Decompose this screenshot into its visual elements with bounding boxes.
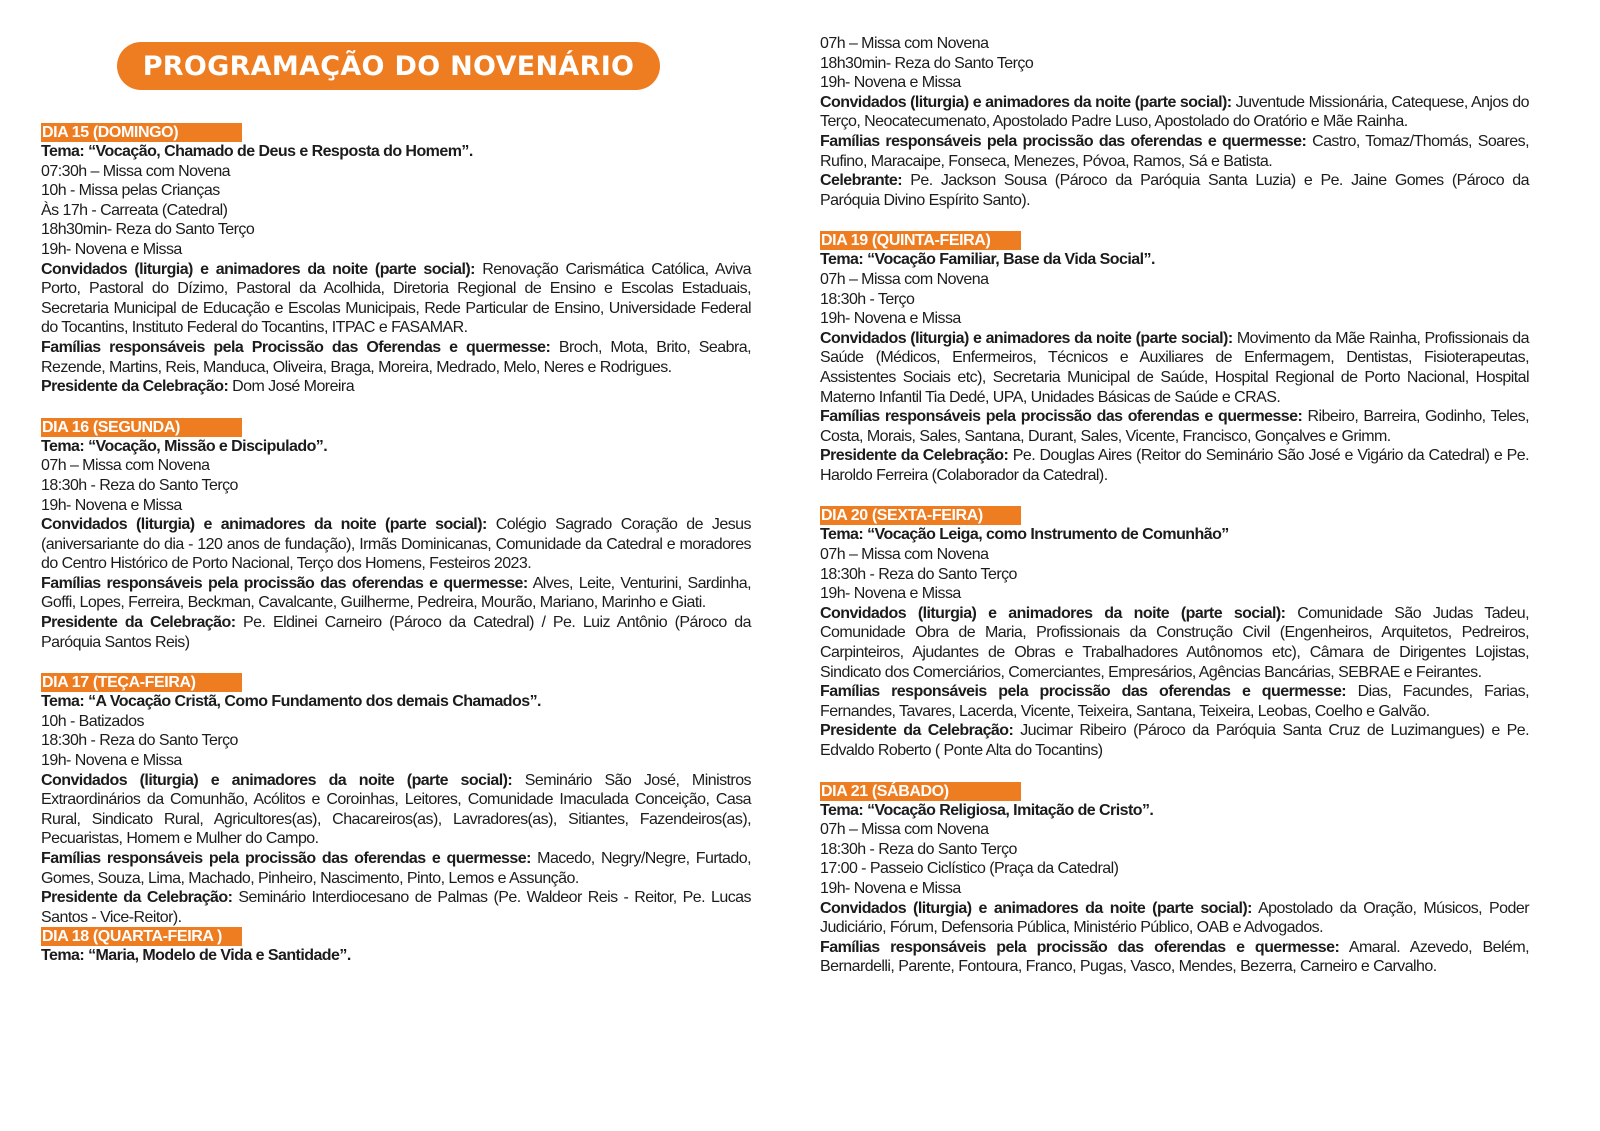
- president-paragraph: [820, 721, 1529, 760]
- president-paragraph: [820, 446, 1529, 485]
- guests-label: Convidados (liturgia) e animadores da noite (parte social):: [41, 516, 487, 534]
- day-theme: Tema: “Vocação Religiosa, Imitação de Cristo”.: [820, 801, 1154, 819]
- page-title: PROGRAMAÇÃO DO NOVENÁRIO: [142, 50, 635, 82]
- guests-text: Renovação Carismática Católica, Aviva Porto, Pastoral do Dízimo, Pastoral da Acolhida, Diretoria Regional de Ensino e Escolas Estaduais, Secretaria Municipal de Educação e Escolas Municipais, Rede Particular de Ensino, Universidade Federal do Tocantins, Instituto Federal do Tocantins, ITPAC e FASAMAR.: [41, 260, 751, 337]
- guests-text: Comunidade São Judas Tadeu, Comunidade Obra de Maria, Profissionais da Construção Civil (Engenheiros, Arquitetos, Pedreiros, Carpinteiros, Ajudantes de Obras e Trabalhadores Autônomos etc), Câmara de Dirigentes Lojistas, Sindicato dos Comerciários, Comerciantes, Empresários, Agências Bancárias, SEBRAE e Feirantes.: [820, 604, 1529, 681]
- families-text: Alves, Leite, Venturini, Sardinha, Goffi, Lopes, Ferreira, Beckman, Cavalcante, Guilherme, Pedreira, Mourão, Mariano, Marinho e Giati.: [41, 574, 751, 612]
- president-paragraph: [41, 888, 751, 927]
- day-theme: Tema: “Vocação Familiar, Base da Vida Social”.: [820, 251, 1155, 269]
- families-label: Famílias responsáveis pela procissão das oferendas e quermesse:: [820, 408, 1303, 426]
- president-text: Pe. Eldinei Carneiro (Pároco da Catedral) / Pe. Luiz Antônio (Pároco da Paróquia Santos Reis): [41, 614, 751, 651]
- schedule-item: 07h – Missa com Novena: [820, 35, 989, 52]
- schedule-item: 19h- Novena e Missa: [820, 879, 961, 897]
- day-tag: DIA 21 (SÁBADO): [820, 782, 1021, 801]
- guests-text: Seminário São José, Ministros Extraordinários da Comunhão, Acólitos e Coroinhas, Leitores, Comunidade Imaculada Conceição, Casa Rural, Sindicato Rural, Agricultores(as), Chacareiros(as), Lavradores(as), Sitiantes, Fazendeiros(as), Pecuaristas, Homem e Mulher do Campo.: [41, 771, 751, 848]
- day-theme: Tema: “Maria, Modelo de Vida e Santidade”.: [41, 947, 351, 965]
- schedule-item: 07:30h – Missa com Novena: [41, 162, 231, 180]
- families-text: Amaral. Azevedo, Belém, Bernardelli, Parente, Fontoura, Franco, Pugas, Vasco, Mendes, Bezerra, Carneiro e Carvalho.: [820, 938, 1530, 976]
- day-19-section: [820, 231, 1529, 485]
- guests-text: Movimento da Mãe Rainha, Profissionais da Saúde (Médicos, Enfermeiros, Técnicos e Auxiliares de Enfermagem, Dentistas, Fisioterapeutas, Assistentes Sociais etc), Secretaria Municipal de Saúde, Hospital Regional de Porto Nacional, Hospital Materno Infantil Tia Dedé, UPA, Unidades Básicas de Saúde e CRAS.: [820, 329, 1529, 406]
- schedule-item: 19h- Novena e Missa: [41, 496, 182, 514]
- day-tag: DIA 19 (QUINTA-FEIRA): [820, 231, 1021, 250]
- president-text: Seminário Interdiocesano de Palmas (Pe. Waldeor Reis - Reitor, Pe. Lucas Santos - Vice-Reitor).: [41, 889, 751, 926]
- schedule-item: 19h- Novena e Missa: [41, 752, 182, 770]
- guests-text: Juventude Missionária, Catequese, Anjos do Terço, Neocatecumenato, Apostolado Padre Luso, Apostolado do Oratório e Mãe Rainha.: [820, 93, 1529, 131]
- schedule-item: 18:30h - Reza do Santo Terço: [41, 732, 238, 750]
- families-paragraph: [820, 132, 1529, 171]
- celebrant-label: Celebrante:: [820, 172, 902, 190]
- guests-text: Apostolado da Oração, Músicos, Poder Judiciário, Fórum, Defensoria Pública, Ministério Público, OAB e Advogados.: [820, 899, 1530, 937]
- schedule-item: Às 17h - Carreata (Catedral): [41, 201, 228, 219]
- president-text: Jucimar Ribeiro (Pároco da Paróquia Santa Cruz de Luzimangues) e Pe. Edvaldo Roberto ( Ponte Alta do Tocantins): [820, 722, 1529, 759]
- guests-label: Convidados (liturgia) e animadores da noite (parte social):: [820, 329, 1233, 347]
- schedule-item: 17:00 - Passeio Ciclístico (Praça da Catedral): [820, 860, 1119, 878]
- families-label: Famílias responsáveis pela Procissão das Oferendas e quermesse:: [41, 338, 551, 356]
- schedule-item: 18h30min- Reza do Santo Terço: [820, 54, 1034, 72]
- left-column: [41, 123, 751, 966]
- schedule-item: 07h – Missa com Novena: [41, 457, 210, 475]
- day-17-section: [41, 673, 751, 927]
- president-label: Presidente da Celebração:: [41, 614, 236, 632]
- day-15-section: [41, 123, 751, 397]
- president-label: Presidente da Celebração:: [41, 378, 229, 396]
- families-label: Famílias responsáveis pela procissão das oferendas e quermesse:: [41, 850, 531, 867]
- day-tag: DIA 20 (SEXTA-FEIRA): [820, 506, 1021, 525]
- families-label: Famílias responsáveis pela procissão das oferendas e quermesse:: [820, 683, 1347, 701]
- schedule-item: 07h – Missa com Novena: [820, 270, 989, 288]
- day-theme: Tema: “Vocação, Chamado de Deus e Resposta do Homem”.: [41, 143, 473, 160]
- families-paragraph: [820, 407, 1529, 446]
- schedule-item: 07h – Missa com Novena: [820, 821, 989, 839]
- president-paragraph: [41, 377, 751, 397]
- families-text: Dias, Facundes, Farias, Fernandes, Tavares, Lacerda, Vicente, Teixeira, Santana, Teixeira, Leobas, Coelho e Galvão.: [820, 683, 1529, 720]
- day-theme: Tema: “Vocação, Missão e Discipulado”.: [41, 437, 328, 455]
- families-text: Broch, Mota, Brito, Seabra, Rezende, Martins, Reis, Manduca, Oliveira, Braga, Moreira, Medrado, Melo, Neres e Rodrigues.: [41, 338, 751, 376]
- schedule-item: 18:30h - Reza do Santo Terço: [820, 565, 1017, 583]
- guests-label: Convidados (liturgia) e animadores da noite (parte social):: [820, 604, 1286, 622]
- schedule-item: 10h - Batizados: [41, 712, 144, 730]
- families-text: Ribeiro, Barreira, Godinho, Teles, Costa, Morais, Sales, Santana, Durant, Sales, Vicente, Francisco, Gonçalves e Grimm.: [820, 408, 1529, 445]
- day-tag: DIA 15 (DOMINGO): [41, 123, 242, 142]
- day-18-section-start: [41, 927, 751, 966]
- guests-label: Convidados (liturgia) e animadores da noite (parte social):: [820, 899, 1252, 917]
- guests-paragraph: [820, 604, 1529, 682]
- schedule-item: 19h- Novena e Missa: [820, 74, 961, 92]
- guests-label: Convidados (liturgia) e animadores da noite (parte social):: [820, 93, 1232, 111]
- guests-label: Convidados (liturgia) e animadores da noite (parte social):: [41, 260, 475, 278]
- schedule-item: 18:30h - Terço: [820, 290, 915, 308]
- president-paragraph: [41, 613, 751, 652]
- guests-paragraph: [41, 260, 751, 338]
- families-text: Castro, Tomaz/Thomás, Soares, Rufino, Maracaipe, Fonseca, Menezes, Póvoa, Ramos, Sá e Batista.: [820, 132, 1529, 170]
- day-tag: DIA 16 (SEGUNDA): [41, 418, 242, 437]
- guests-paragraph: [820, 93, 1529, 132]
- day-tag: DIA 17 (TEÇA-FEIRA): [41, 673, 242, 692]
- president-label: Presidente da Celebração:: [820, 722, 1014, 740]
- day-18-section-continued: [820, 34, 1529, 210]
- day-16-section: [41, 418, 751, 653]
- schedule-item: 10h - Missa pelas Crianças: [41, 182, 220, 200]
- celebrant-text: Pe. Jackson Sousa (Pároco da Paróquia Santa Luzia) e Pe. Jaine Gomes (Pároco da Paróquia Divino Espírito Santo).: [820, 172, 1529, 209]
- families-label: Famílias responsáveis pela procissão das oferendas e quermesse:: [820, 132, 1307, 150]
- president-text: Dom José Moreira: [232, 378, 355, 396]
- celebrant-paragraph: [820, 171, 1529, 210]
- families-paragraph: [820, 938, 1529, 977]
- guests-paragraph: [820, 899, 1529, 938]
- schedule-item: 18h30min- Reza do Santo Terço: [41, 221, 255, 239]
- day-20-section: [820, 506, 1529, 760]
- families-label: Famílias responsáveis pela procissão das oferendas e quermesse:: [820, 938, 1340, 956]
- president-label: Presidente da Celebração:: [820, 447, 1009, 465]
- page-title-banner: [117, 42, 660, 90]
- guests-label: Convidados (liturgia) e animadores da noite (parte social):: [41, 771, 513, 789]
- day-21-section: [820, 782, 1529, 977]
- guests-paragraph: [41, 771, 751, 849]
- guests-paragraph: [820, 329, 1529, 407]
- schedule-item: 18:30h - Reza do Santo Terço: [820, 840, 1017, 858]
- president-label: Presidente da Celebração:: [41, 889, 233, 907]
- schedule-item: 07h – Missa com Novena: [820, 546, 989, 564]
- day-tag: DIA 18 (QUARTA-FEIRA ): [41, 927, 242, 946]
- families-paragraph: [41, 574, 751, 613]
- day-theme: Tema: “Vocação Leiga, como Instrumento de Comunhão”: [820, 526, 1229, 544]
- families-label: Famílias responsáveis pela procissão das oferendas e quermesse:: [41, 574, 528, 592]
- schedule-item: 19h- Novena e Missa: [820, 585, 961, 603]
- families-paragraph: [41, 849, 751, 888]
- day-theme: Tema: “A Vocação Cristã, Como Fundamento dos demais Chamados”.: [41, 693, 541, 711]
- president-text: Pe. Douglas Aires (Reitor do Seminário São José e Vigário da Catedral) e Pe. Haroldo Ferreira (Colaborador da Catedral).: [820, 447, 1529, 484]
- guests-paragraph: [41, 515, 751, 574]
- families-paragraph: [820, 682, 1529, 721]
- schedule-item: 19h- Novena e Missa: [41, 240, 182, 258]
- guests-text: Colégio Sagrado Coração de Jesus (aniversariante do dia - 120 anos de fundação), Irmãs Dominicanas, Comunidade da Catedral e moradores do Centro Histórico de Porto Nacional, Terço dos Homens, Festeiros 2023.: [41, 516, 751, 573]
- families-text: Macedo, Negry/Negre, Furtado, Gomes, Souza, Lima, Machado, Pinheiro, Nascimento, Pinto, Lemos e Assunção.: [41, 850, 751, 887]
- schedule-item: 19h- Novena e Missa: [820, 310, 961, 328]
- schedule-item: 18:30h - Reza do Santo Terço: [41, 476, 238, 494]
- families-paragraph: [41, 338, 751, 377]
- right-column: [820, 34, 1529, 977]
